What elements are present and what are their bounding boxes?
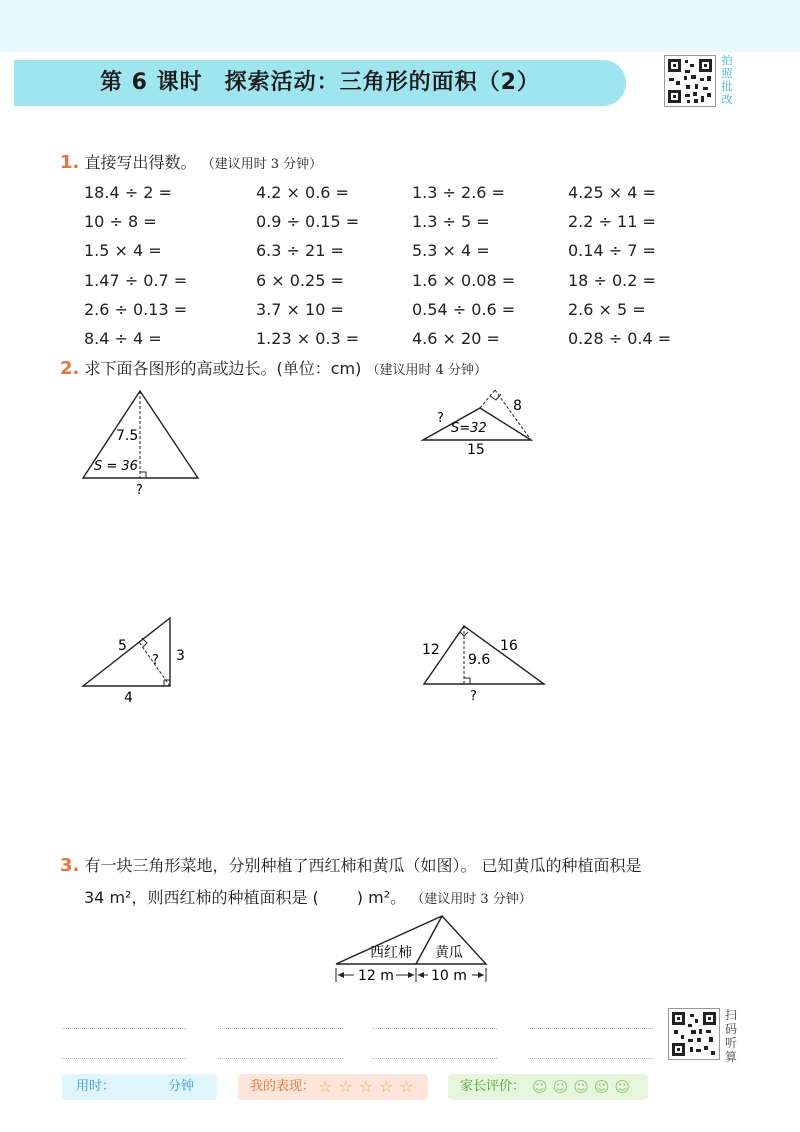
q1-heading <box>60 150 322 173</box>
label-area: S = 36 <box>94 459 138 474</box>
qr-bottom-label <box>724 1008 738 1064</box>
figure-1-triangle <box>80 388 205 498</box>
q3-number: 3. <box>60 855 80 876</box>
rating-faces[interactable]: ☺☺☺☺☺ <box>532 1078 636 1096</box>
calc-item: 0.28 ÷ 0.4 = <box>568 328 672 348</box>
top-band <box>0 0 800 52</box>
figure-3-triangle <box>80 612 190 707</box>
calc-item: 1.3 ÷ 5 = <box>412 212 490 232</box>
calc-item: 0.14 ÷ 7 = <box>568 241 656 261</box>
time-unit: 分钟 <box>168 1079 195 1094</box>
qr-bottom-char: 算 <box>724 1050 737 1064</box>
time-label: 用时： <box>76 1079 116 1094</box>
q1-text: 直接写出得数。 <box>84 153 197 172</box>
arrow-head <box>338 972 344 978</box>
label-base: ? <box>470 689 477 704</box>
lesson-title: 探索活动：三角形的面积（2） <box>224 70 540 95</box>
time-pill <box>62 1074 217 1100</box>
q3-line1 <box>60 853 642 876</box>
calc-item: 1.47 ÷ 0.7 = <box>84 270 188 290</box>
q3-hint: （建议用时 3 分钟） <box>411 892 532 907</box>
calc-item: 1.5 × 4 = <box>84 241 162 261</box>
q3-text-b: ) m²。 <box>356 888 407 907</box>
q2-heading <box>60 356 487 379</box>
calc-item: 1.3 ÷ 2.6 = <box>412 183 505 202</box>
calc-item: 0.54 ÷ 0.6 = <box>412 299 516 319</box>
label-height: 7.5 <box>116 428 139 444</box>
rating-stars[interactable]: ☆☆☆☆☆ <box>318 1077 420 1096</box>
calc-item: 18.4 ÷ 2 = <box>84 183 172 202</box>
q3-line2 <box>84 885 532 908</box>
label-height: 9.6 <box>468 652 491 668</box>
performance-label: 我的表现： <box>250 1079 316 1094</box>
label-leg-vertical: 3 <box>176 648 185 664</box>
q2-text: 求下面各图形的高或边长。(单位：cm) <box>84 359 362 378</box>
right-angle-mark <box>140 472 146 478</box>
calc-item: 4.6 × 20 = <box>412 328 500 348</box>
figure-2-triangle <box>415 386 540 461</box>
qr-bottom-char: 码 <box>724 1022 737 1036</box>
answer-line[interactable] <box>62 1028 187 1029</box>
label-left-side: 12 <box>422 642 440 658</box>
page-title <box>14 60 626 106</box>
calc-item: 2.6 × 5 = <box>568 299 646 319</box>
calc-item: 18 ÷ 0.2 = <box>568 270 656 290</box>
answer-line[interactable] <box>528 1028 653 1029</box>
qr-bottom-char: 扫 <box>724 1008 737 1022</box>
arrow-head <box>418 972 424 978</box>
qr-top-char: 照 <box>721 67 733 80</box>
answer-line[interactable] <box>528 1058 653 1059</box>
label-height: 8 <box>513 398 522 414</box>
right-angle-mark-3 <box>142 638 147 647</box>
q3-text: 有一块三角形菜地，分别种植了西红柿和黄瓜（如图）。 已知黄瓜的种植面积是 <box>84 856 642 875</box>
calc-item: 10 ÷ 8 = <box>84 212 157 232</box>
calc-item: 6.3 ÷ 21 = <box>256 241 344 261</box>
label-leg-horizontal: 4 <box>124 690 133 706</box>
q1-number: 1. <box>60 152 80 173</box>
extension-line <box>480 390 495 408</box>
label-hypotenuse: 5 <box>118 638 127 654</box>
calc-item: 2.6 ÷ 0.13 = <box>84 299 188 319</box>
answer-line[interactable] <box>372 1058 497 1059</box>
calc-item: 4.25 × 4 = <box>568 183 656 202</box>
calc-item: 3.7 × 10 = <box>256 299 344 319</box>
arrow-head <box>408 972 414 978</box>
calc-item: 5.3 × 4 = <box>412 241 490 261</box>
qr-code-bottom[interactable] <box>668 1008 720 1060</box>
qr-top-char: 批 <box>721 80 733 93</box>
calc-item: 1.6 × 0.08 = <box>412 270 516 290</box>
label-base: 15 <box>467 442 485 458</box>
qr-code-top[interactable] <box>664 55 716 107</box>
answer-line[interactable] <box>372 1028 497 1029</box>
calc-item: 4.2 × 0.6 = <box>256 183 349 202</box>
calc-item: 6 × 0.25 = <box>256 270 344 290</box>
calc-item: 2.2 ÷ 11 = <box>568 212 656 232</box>
qr-bottom-char: 听 <box>724 1036 737 1050</box>
figure-5-garden <box>330 912 495 987</box>
qr-top-label <box>720 54 734 106</box>
right-angle-mark <box>464 678 470 684</box>
qr-top-char: 拍 <box>721 54 733 67</box>
parent-label: 家长评价： <box>460 1079 526 1094</box>
label-height: ? <box>152 653 159 668</box>
parent-pill <box>448 1074 648 1100</box>
arrow-head <box>478 972 484 978</box>
right-angle-mark <box>490 394 501 400</box>
lesson-number: 第 6 课时 <box>100 70 203 95</box>
answer-line[interactable] <box>218 1058 343 1059</box>
calc-grid <box>84 180 724 355</box>
label-area: S=32 <box>451 421 487 436</box>
label-right-side: 16 <box>500 638 518 654</box>
label-side: ? <box>437 411 444 426</box>
performance-pill <box>238 1074 428 1100</box>
label-cucumber: 黄瓜 <box>435 945 463 961</box>
calc-item: 1.23 × 0.3 = <box>256 328 360 348</box>
answer-line[interactable] <box>62 1058 187 1059</box>
label-tomato: 西红柿 <box>370 945 412 961</box>
qr-top-char: 改 <box>721 93 733 106</box>
q3-text-a: 34 m²，则西红柿的种植面积是 ( <box>84 888 319 907</box>
label-right-length: 10 m <box>431 968 467 984</box>
q2-number: 2. <box>60 358 80 379</box>
q2-hint: （建议用时 4 分钟） <box>366 363 487 378</box>
label-base: ? <box>136 483 143 498</box>
label-left-length: 12 m <box>358 968 394 984</box>
calc-item: 8.4 ÷ 4 = <box>84 328 162 348</box>
answer-line[interactable] <box>218 1028 343 1029</box>
q1-hint: （建议用时 3 分钟） <box>201 157 323 172</box>
figure-4-triangle <box>418 620 548 705</box>
calc-item: 0.9 ÷ 0.15 = <box>256 212 360 232</box>
